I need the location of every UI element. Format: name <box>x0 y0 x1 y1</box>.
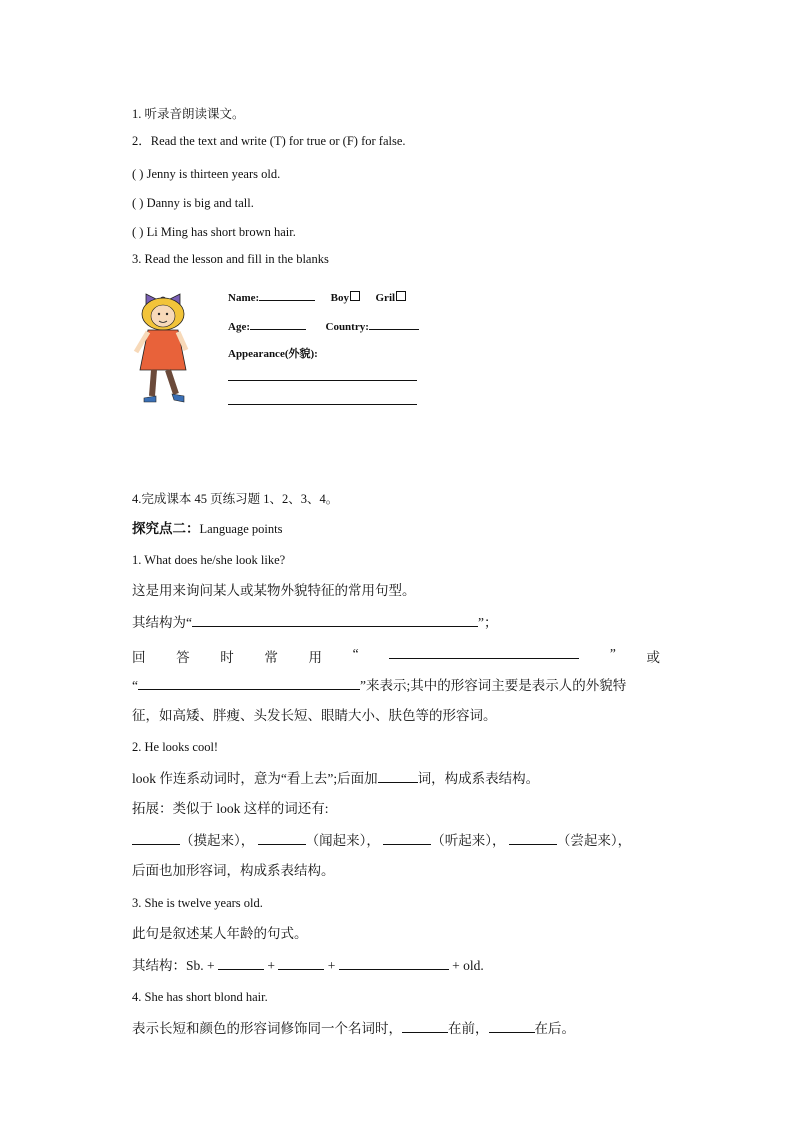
lp4-blank-2[interactable] <box>489 1020 535 1033</box>
lp3-blank-3[interactable] <box>339 957 449 970</box>
appearance-label: Appearance(外貌): <box>228 348 318 360</box>
boy-label: Boy <box>330 292 349 304</box>
text: 词，构成系表结构。 <box>417 771 540 786</box>
text: + <box>267 958 275 973</box>
name-row <box>228 288 406 304</box>
lp2-options <box>132 832 631 849</box>
tf-item-2 <box>132 195 254 211</box>
age-blank[interactable] <box>250 317 306 330</box>
char: ” <box>609 646 616 661</box>
name-blank[interactable] <box>259 288 315 301</box>
lp2-line2: 拓展：类似于 look 这样的词还有: <box>132 801 329 816</box>
lp3-blank-1[interactable] <box>218 957 264 970</box>
lp4-heading: 4. She has short blond hair. <box>132 990 268 1004</box>
boy-checkbox[interactable] <box>350 291 360 301</box>
question-3: 3. Read the lesson and fill in the blanks <box>132 252 329 266</box>
tf-item-1 <box>132 166 280 182</box>
answer-bracket[interactable]: ( ) <box>132 225 144 239</box>
name-label: Name: <box>228 292 260 304</box>
answer-bracket[interactable]: ( ) <box>132 196 144 210</box>
question-1: 1. 听录音朗读课文。 <box>132 107 245 121</box>
lp4-line1 <box>132 1020 575 1037</box>
country-label: Country: <box>325 321 369 333</box>
lp4-blank-1[interactable] <box>402 1020 448 1033</box>
lp1-structure <box>132 614 498 631</box>
text: + <box>327 958 336 973</box>
lp1-line-last: 征，如高矮、胖瘦、头发长短、眼睛大小、肤色等的形容词。 <box>132 708 497 723</box>
option-blank-1[interactable] <box>132 832 180 845</box>
question-4: 4.完成课本 45 页练习题 1、2、3、4。 <box>132 492 339 506</box>
text: ”； <box>478 615 498 630</box>
text: 表示长短和颜色的形容词修饰同一个名词时， <box>132 1021 402 1036</box>
lp3-heading: 3. She is twelve years old. <box>132 896 263 910</box>
gril-checkbox[interactable] <box>396 291 406 301</box>
section-subtitle: Language points <box>199 522 283 536</box>
option-blank-2[interactable] <box>258 832 306 845</box>
char: 答 <box>176 650 190 665</box>
age-label: Age: <box>228 321 250 333</box>
answer-bracket[interactable]: ( ) <box>132 167 144 181</box>
text: look 作连系动词时，意为“看上去”;后面加 <box>132 771 378 786</box>
lp3-structure <box>132 957 484 974</box>
section-header <box>132 521 282 537</box>
lp3-line1: 此句是叙述某人年龄的句式。 <box>132 926 308 941</box>
statement: Li Ming has short brown hair. <box>146 225 296 239</box>
appearance-blank-1[interactable] <box>228 368 417 381</box>
text: “ <box>132 678 138 693</box>
lp1-heading: 1. What does he/she look like? <box>132 553 286 567</box>
lp2-line4: 后面也加形容词，构成系表结构。 <box>132 863 335 878</box>
text: 在后。 <box>534 1021 575 1036</box>
lp2-heading: 2. He looks cool! <box>132 740 219 754</box>
lp2-line1 <box>132 770 539 787</box>
text: 其结构为“ <box>132 615 192 630</box>
girl-illustration <box>128 286 198 412</box>
answer-blank-1[interactable] <box>389 646 579 659</box>
lp1-line-after <box>132 677 626 694</box>
char: 常 <box>264 650 278 665</box>
option-2: （闻起来）， <box>305 833 380 848</box>
appearance-blank-2[interactable] <box>228 392 417 405</box>
option-3: （听起来）， <box>431 833 506 848</box>
text: 在前， <box>448 1021 489 1036</box>
text: + old. <box>452 958 484 973</box>
section-title: 探究点二： <box>132 521 200 536</box>
option-4: （尝起来）， <box>556 833 632 848</box>
country-blank[interactable] <box>369 317 419 330</box>
option-blank-4[interactable] <box>509 832 557 845</box>
tf-item-3 <box>132 224 296 240</box>
answer-blank-2[interactable] <box>138 677 360 690</box>
char: 时 <box>220 650 234 665</box>
lp1-answer-row <box>132 646 660 666</box>
char: 或 <box>646 650 660 665</box>
char: 回 <box>132 650 146 665</box>
char: 用 <box>308 650 322 665</box>
lp1-line1: 这是用来询问某人或某物外貌特征的常用句型。 <box>132 583 416 598</box>
age-country-row <box>228 317 419 333</box>
question-2: 2．Read the text and write (T) for true or (F) for false. <box>132 134 406 148</box>
lp3-blank-2[interactable] <box>278 957 324 970</box>
lp2-blank[interactable] <box>378 770 418 783</box>
gril-label: Gril <box>375 292 396 304</box>
char: “ <box>352 646 359 661</box>
statement: Jenny is thirteen years old. <box>146 167 281 181</box>
text: ”来表示;其中的形容词主要是表示人的外貌特 <box>360 678 627 693</box>
option-blank-3[interactable] <box>383 832 431 845</box>
text: 其结构：Sb. + <box>132 958 215 973</box>
statement: Danny is big and tall. <box>146 196 254 210</box>
option-1: （摸起来）， <box>180 833 255 848</box>
structure-blank[interactable] <box>192 614 478 627</box>
